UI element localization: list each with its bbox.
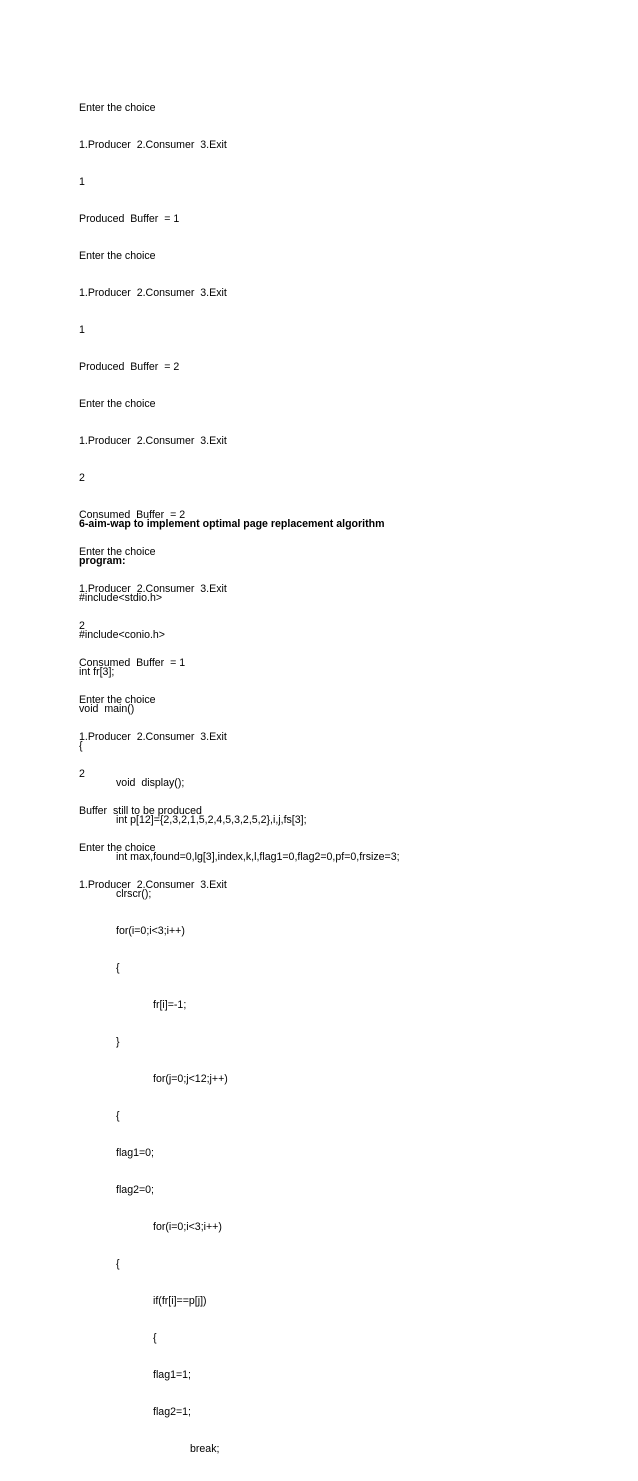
code-line: fr[i]=-1; [153,999,187,1012]
output-line: 1.Producer 2.Consumer 3.Exit [79,731,227,744]
code-line: void display(); [116,776,185,789]
output-line: Buffer still to be produced [79,805,202,818]
code-line: clrscr(); [116,888,152,900]
output-line: Consumed Buffer = 2 [79,509,186,522]
code-line: break; [190,1443,220,1456]
output-line: 1.Producer 2.Consumer 3.Exit [79,286,227,299]
code-line: flag2=0; [116,1184,154,1197]
code-line: { [116,1258,120,1271]
section-heading: 6-aim-wap to implement optimal page replacement algorithm [79,517,385,530]
output-line: Enter the choice [79,249,156,262]
output-line: Produced Buffer = 1 [79,212,180,225]
output-line: Enter the choice [79,546,156,559]
code-line: void main() [79,702,135,715]
code-line: { [116,962,120,975]
output-line: 2 [79,472,85,484]
code-line: for(j=0;j<12;j++) [153,1073,228,1086]
output-line: 2 [79,620,85,633]
output-line: 1.Producer 2.Consumer 3.Exit [79,138,227,151]
output-line: Enter the choice [79,694,156,707]
optimal-page-replacement-program [79,493,400,1481]
code-line: { [116,1110,120,1123]
output-line: Enter the choice [79,397,156,410]
code-line: int max,found=0,lg[3],index,k,l,flag1=0,flag2=0,pf=0,frsize=3; [116,850,400,863]
code-line: flag2=1; [153,1406,191,1419]
code-line: #include<conio.h> [79,628,165,641]
section-subheading: program: [79,554,126,567]
output-line: 2 [79,768,85,781]
code-line: int fr[3]; [79,665,115,678]
output-line: 1.Producer 2.Consumer 3.Exit [79,583,227,596]
code-line: if(fr[i]==p[j]) [153,1295,207,1308]
code-line: { [79,739,83,752]
output-line: 1.Producer 2.Consumer 3.Exit [79,879,227,892]
output-line: 1 [79,175,85,188]
output-line: Enter the choice [79,842,156,855]
code-line: for(i=0;i<3;i++) [153,1221,222,1234]
code-line: { [153,1332,157,1345]
output-line: Consumed Buffer = 1 [79,657,186,670]
code-line: flag1=0; [116,1147,154,1160]
output-line: Enter the choice [79,101,156,114]
code-line: } [116,1036,120,1049]
code-line: int p[12]={2,3,2,1,5,2,4,5,3,2,5,2},i,j,fs[3]; [116,813,307,826]
code-line: for(i=0;i<3;i++) [116,925,185,938]
output-line: Produced Buffer = 2 [79,360,180,373]
output-line: 1 [79,323,85,336]
output-line: 1.Producer 2.Consumer 3.Exit [79,434,227,447]
code-line: flag1=1; [153,1369,191,1382]
code-line: #include<stdio.h> [79,591,163,604]
